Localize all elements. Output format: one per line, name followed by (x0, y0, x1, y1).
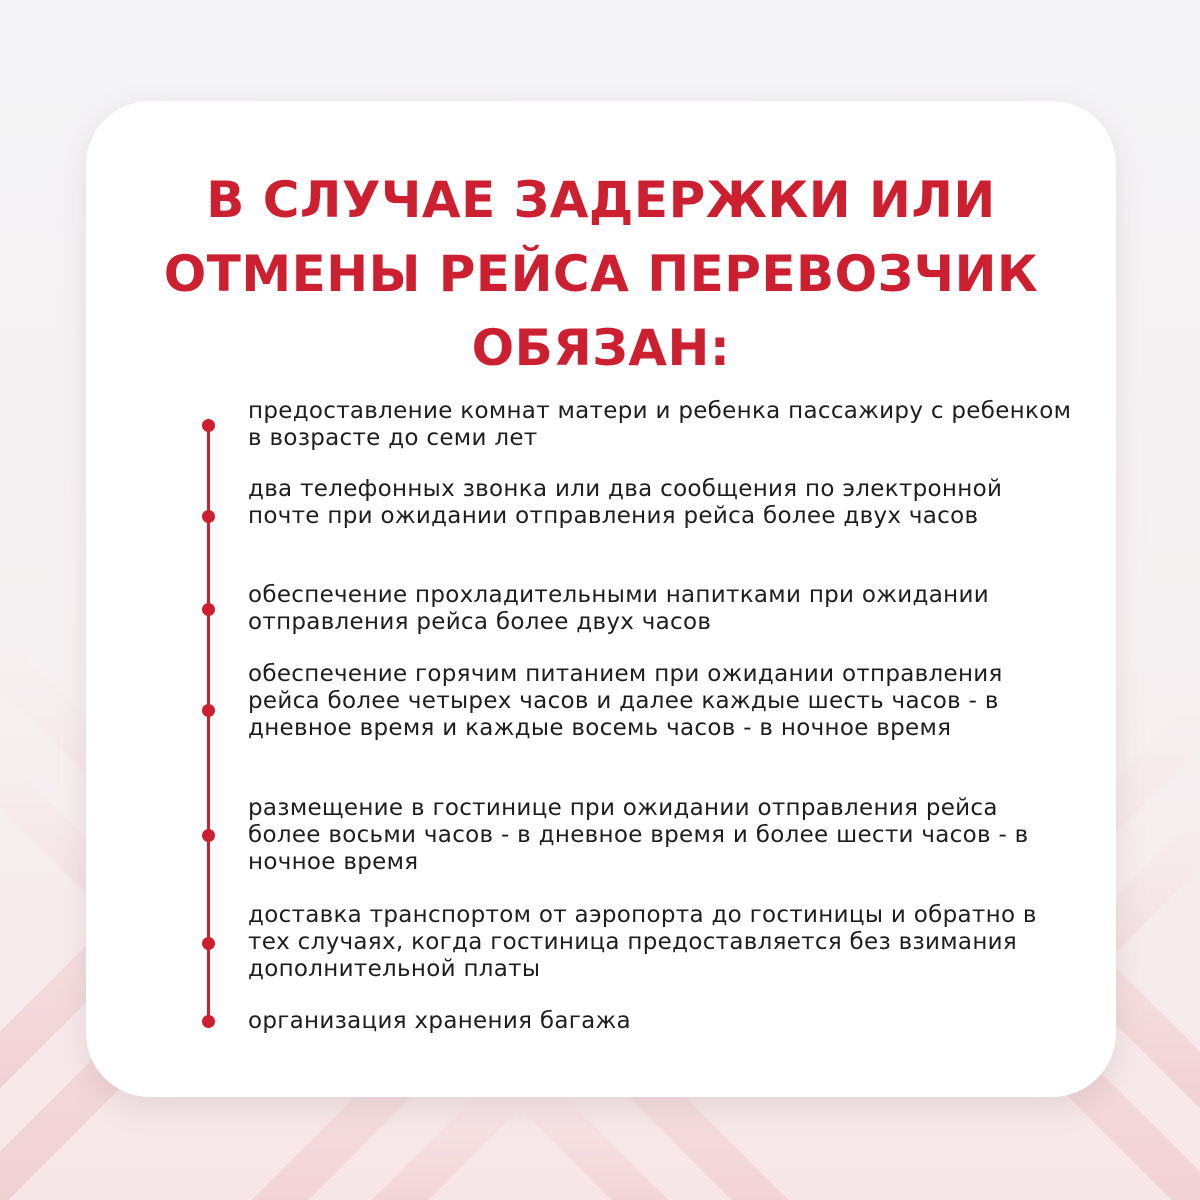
timeline-dot (202, 829, 215, 842)
title-line-1: В СЛУЧАЕ ЗАДЕРЖКИ ИЛИ (206, 171, 996, 229)
list-item: доставка транспортом от аэропорта до гостиницы и обратно в тех случаях, когда гостиница предоставляется без взимания дополнительной платы (248, 902, 1037, 982)
title-line-2: ОТМЕНЫ РЕЙСА ПЕРЕВОЗЧИК (163, 245, 1039, 303)
list-item: размещение в гостинице при ожидании отправления рейса более восьми часов - в дневное время и более шести часов - в ночное время (248, 795, 1029, 875)
page-title (86, 163, 1116, 385)
timeline-dot (202, 937, 215, 950)
list-item: обеспечение прохладительными напитками при ожидании отправления рейса более двух часов (248, 582, 989, 635)
list-item: организация хранения багажа (248, 1008, 631, 1034)
timeline-dot (202, 419, 215, 432)
timeline-dot (202, 603, 215, 616)
timeline-dot (202, 510, 215, 523)
timeline-dot (202, 1015, 215, 1028)
title-line-3: ОБЯЗАН: (471, 319, 731, 377)
list-item: предоставление комнат матери и ребенка пассажиру с ребенком в возрасте до семи лет (248, 398, 1072, 451)
list-item: два телефонных звонка или два сообщения по электронной почте при ожидании отправления рейса более двух часов (248, 476, 1003, 529)
list-item: обеспечение горячим питанием при ожидании отправления рейса более четырех часов и далее каждые шесть часов - в дневное время и каждые восемь часов - в ночное время (248, 661, 1003, 741)
info-card (86, 101, 1116, 1097)
timeline-dot (202, 704, 215, 717)
